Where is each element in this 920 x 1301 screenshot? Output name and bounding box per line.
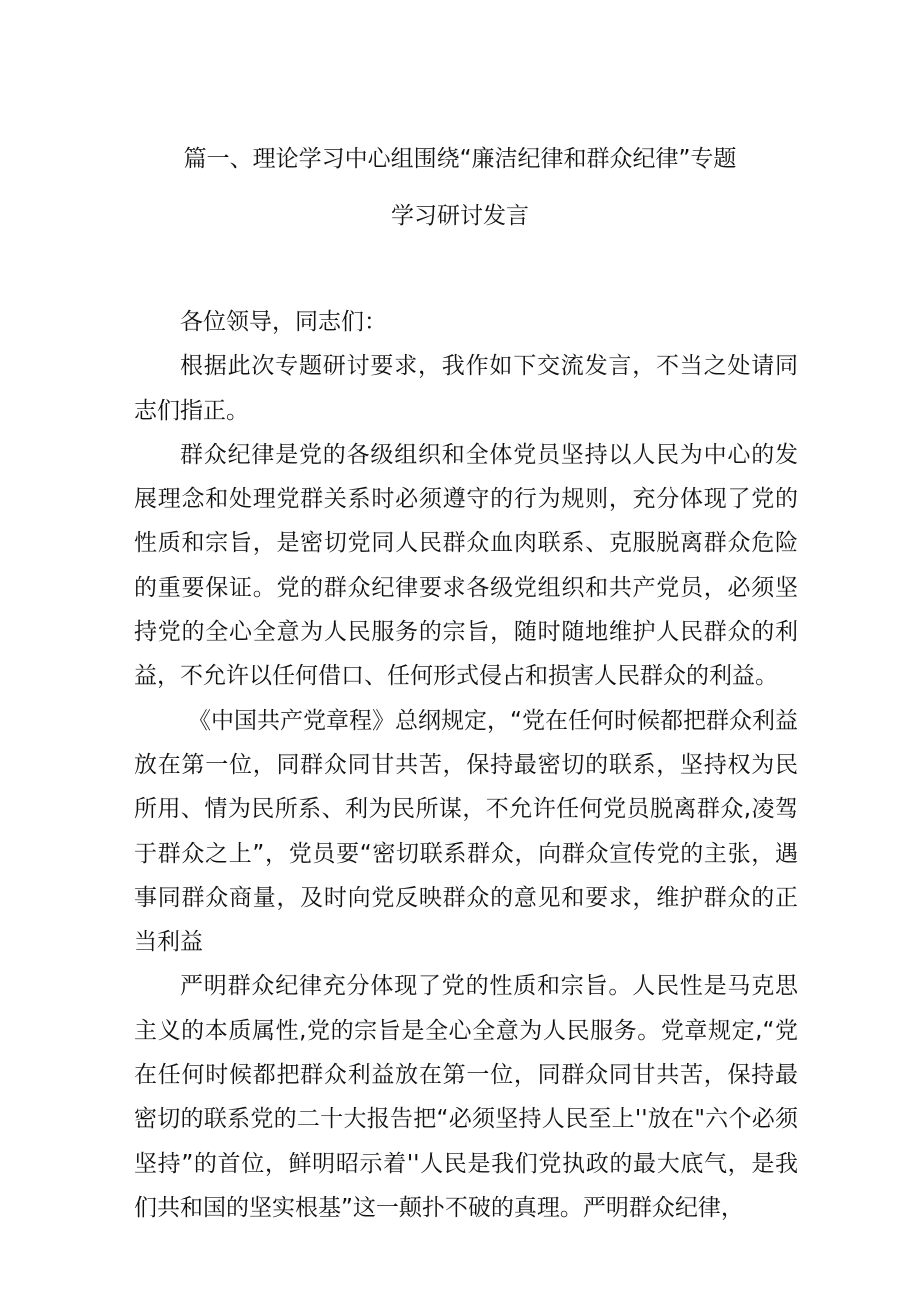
- body-paragraph-1: 群众纪律是党的各级组织和全体党员坚持以人民为中心的发展理念和处理党群关系时必须遵守的行为规则，充分体现了党的性质和宗旨，是密切党同人民群众血肉联系、克服脱离群众危险的重要保证。党的群众纪律要求各级党组织和共产党员，必须坚持党的全心全意为人民服务的宗旨，随时随地维护人民群众的利益，不允许以任何借口、任何形式侵占和损害人民群众的利益。: [134, 441, 798, 690]
- body-paragraph-2: 《中国共产党章程》总纲规定，“党在任何时候都把群众利益放在第一位，同群众同甘共苦，保持最密切的联系，坚持权为民所用、情为民所系、利为民所谋，不允许任何党员脱离群众,凌驾于群众之上”，党员要“密切联系群众，向群众宣传党的主张，遇事同群众商量，及时向党反映群众的意见和要求，维护群众的正当利益: [134, 707, 798, 956]
- salutation-paragraph: 各位领导，同志们：: [180, 309, 387, 335]
- document-title-line-2: 学习研讨发言: [391, 203, 529, 229]
- intro-paragraph: 根据此次专题研讨要求，我作如下交流发言，不当之处请同志们指正。: [134, 353, 798, 424]
- document-title-line-1: 篇一、理论学习中心组围绕“廉洁纪律和群众纪律”专题: [183, 146, 737, 172]
- body-paragraph-3: 严明群众纪律充分体现了党的性质和宗旨。人民性是马克思主义的本质属性,党的宗旨是全心全意为人民服务。党章规定,“党在任何时候都把群众利益放在第一位，同群众同甘共苦，保持最密切的联系党的二十大报告把“必须坚持人民至上''放在"六个必须坚持”的首位，鲜明昭示着''人民是我们党执政的最大底气，是我们共和国的坚实根基”这一颠扑不破的真理。严明群众纪律，: [134, 973, 798, 1221]
- document-body: [134, 300, 798, 1230]
